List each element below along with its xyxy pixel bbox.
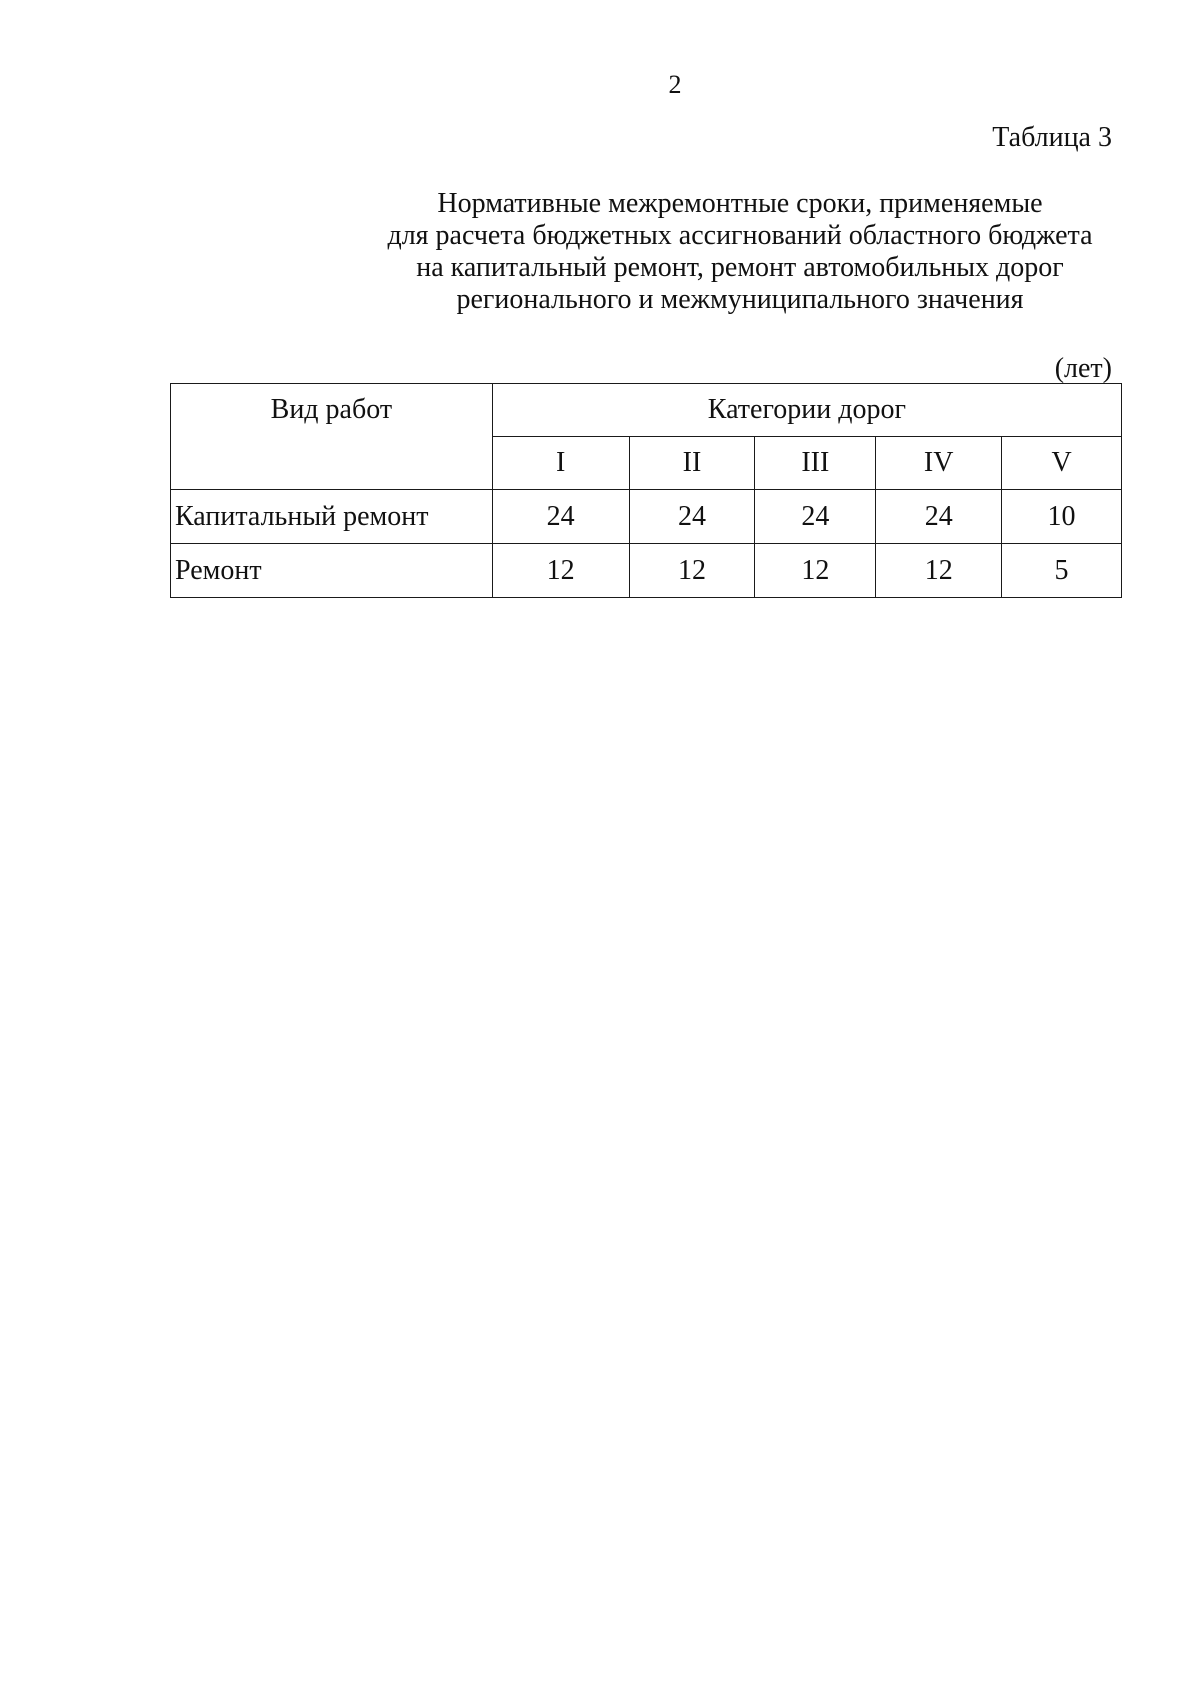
value-cell: 24 — [629, 490, 755, 544]
value-cell: 12 — [755, 544, 876, 598]
title-line: на капитальный ремонт, ремонт автомобильных дорог — [416, 252, 1064, 283]
category-header: III — [755, 437, 876, 490]
value-cell: 24 — [755, 490, 876, 544]
units-label: (лет) — [1054, 353, 1112, 384]
table-row — [171, 490, 1122, 544]
category-header: II — [629, 437, 755, 490]
categories-header: Категории дорог — [492, 384, 1121, 437]
category-header: IV — [876, 437, 1002, 490]
work-type-cell: Ремонт — [171, 544, 493, 598]
value-cell: 24 — [492, 490, 629, 544]
norms-table — [170, 383, 1122, 598]
page-number: 2 — [668, 70, 682, 99]
title-line: Нормативные межремонтные сроки, применяемые — [437, 188, 1043, 219]
value-cell: 10 — [1002, 490, 1122, 544]
value-cell: 12 — [492, 544, 629, 598]
title-line: регионального и межмуниципального значения — [456, 284, 1024, 315]
table-row — [171, 544, 1122, 598]
table-header-row — [171, 384, 1122, 437]
title-line: для расчета бюджетных ассигнований областного бюджета — [387, 220, 1093, 251]
table-label: Таблица 3 — [992, 122, 1112, 153]
category-header: V — [1002, 437, 1122, 490]
category-header: I — [492, 437, 629, 490]
work-type-cell: Капитальный ремонт — [171, 490, 493, 544]
work-type-header: Вид работ — [171, 384, 493, 490]
document-title — [0, 188, 1200, 316]
value-cell: 24 — [876, 490, 1002, 544]
value-cell: 5 — [1002, 544, 1122, 598]
value-cell: 12 — [876, 544, 1002, 598]
value-cell: 12 — [629, 544, 755, 598]
